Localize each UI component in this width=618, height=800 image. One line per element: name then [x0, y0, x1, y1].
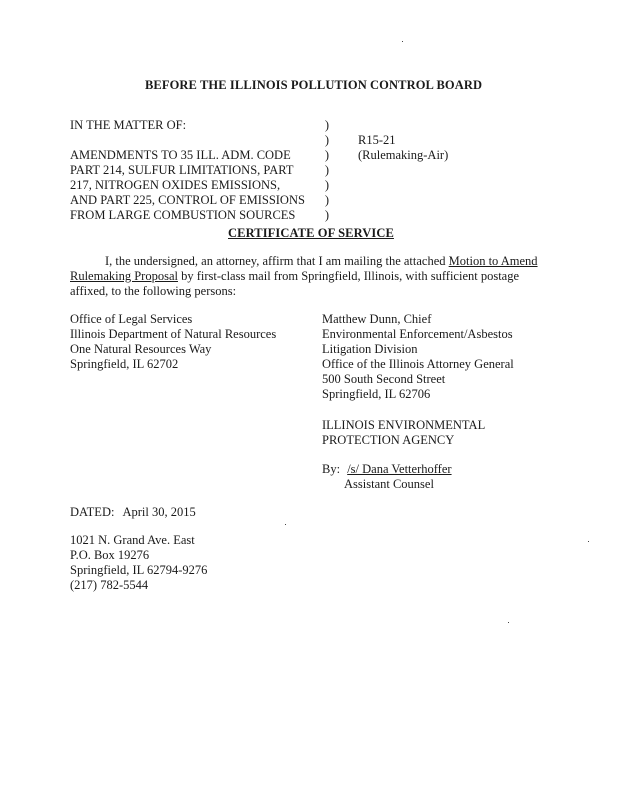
board-title: BEFORE THE ILLINOIS POLLUTION CONTROL BOARD — [145, 78, 483, 92]
recipient-right-line: Litigation Division — [322, 342, 418, 356]
motion-link-part2[interactable]: Rulemaking Proposal — [70, 269, 178, 283]
matter-line: IN THE MATTER OF: — [70, 118, 187, 132]
signature-line — [322, 462, 485, 477]
by-label: By: — [322, 462, 341, 476]
matter-line: FROM LARGE COMBUSTION SOURCES — [70, 208, 296, 222]
signer-name: /s/ Dana Vetterhoffer — [347, 462, 452, 476]
body-line-3: affixed, to the following persons: — [70, 284, 237, 298]
matter-line: AND PART 225, CONTROL OF EMISSIONS — [70, 193, 305, 207]
recipient-right-line: Office of the Illinois Attorney General — [322, 357, 514, 371]
caption-parentheses: ) ) ) ) ) ) ) — [324, 118, 330, 222]
body-line-1 — [70, 254, 538, 269]
case-info — [358, 133, 448, 163]
address-line: 1021 N. Grand Ave. East — [70, 533, 195, 547]
scan-speck — [402, 41, 403, 42]
body-line-2 — [70, 269, 538, 284]
certificate-title: CERTIFICATE OF SERVICE — [228, 226, 394, 240]
scan-speck — [508, 622, 509, 623]
address-block — [70, 533, 207, 593]
body-paragraph — [70, 254, 538, 299]
motion-link-part1[interactable]: Motion to Amend — [448, 254, 538, 268]
dated-label: DATED: — [70, 505, 115, 519]
signature-block — [322, 462, 485, 492]
address-line: Springfield, IL 62794-9276 — [70, 563, 208, 577]
scan-speck — [285, 524, 286, 525]
dated-value: April 30, 2015 — [122, 505, 196, 519]
recipient-left-line: Office of Legal Services — [70, 312, 193, 326]
scan-speck — [588, 541, 589, 542]
recipient-right-line: Matthew Dunn, Chief — [322, 312, 432, 326]
case-type: (Rulemaking-Air) — [358, 148, 449, 162]
body-text-after-link: by first-class mail from Springfield, Illinois, with sufficient postage — [177, 269, 520, 283]
signer-title: Assistant Counsel — [344, 477, 434, 491]
matter-line: AMENDMENTS TO 35 ILL. ADM. CODE — [70, 148, 291, 162]
case-number: R15-21 — [358, 133, 396, 147]
agency-line: ILLINOIS ENVIRONMENTAL — [322, 418, 486, 432]
recipient-right-line: Environmental Enforcement/Asbestos — [322, 327, 513, 341]
recipient-right-line: Springfield, IL 62706 — [322, 387, 431, 401]
agency-name — [322, 418, 485, 448]
recipient-left-line: One Natural Resources Way — [70, 342, 212, 356]
recipient-right — [322, 312, 514, 402]
caption-matter — [70, 118, 305, 223]
recipient-left-line: Illinois Department of Natural Resources — [70, 327, 277, 341]
matter-line: 217, NITROGEN OXIDES EMISSIONS, — [70, 178, 281, 192]
matter-line — [70, 133, 305, 148]
agency-line: PROTECTION AGENCY — [322, 433, 455, 447]
recipient-right-line: 500 South Second Street — [322, 372, 446, 386]
matter-line: PART 214, SULFUR LIMITATIONS, PART — [70, 163, 294, 177]
address-line: P.O. Box 19276 — [70, 548, 150, 562]
recipient-left — [70, 312, 276, 372]
dated-line — [70, 505, 196, 520]
address-line: (217) 782-5544 — [70, 578, 149, 592]
recipient-left-line: Springfield, IL 62702 — [70, 357, 179, 371]
body-text-before-link: I, the undersigned, an attorney, affirm that I am mailing the attached — [105, 254, 449, 268]
